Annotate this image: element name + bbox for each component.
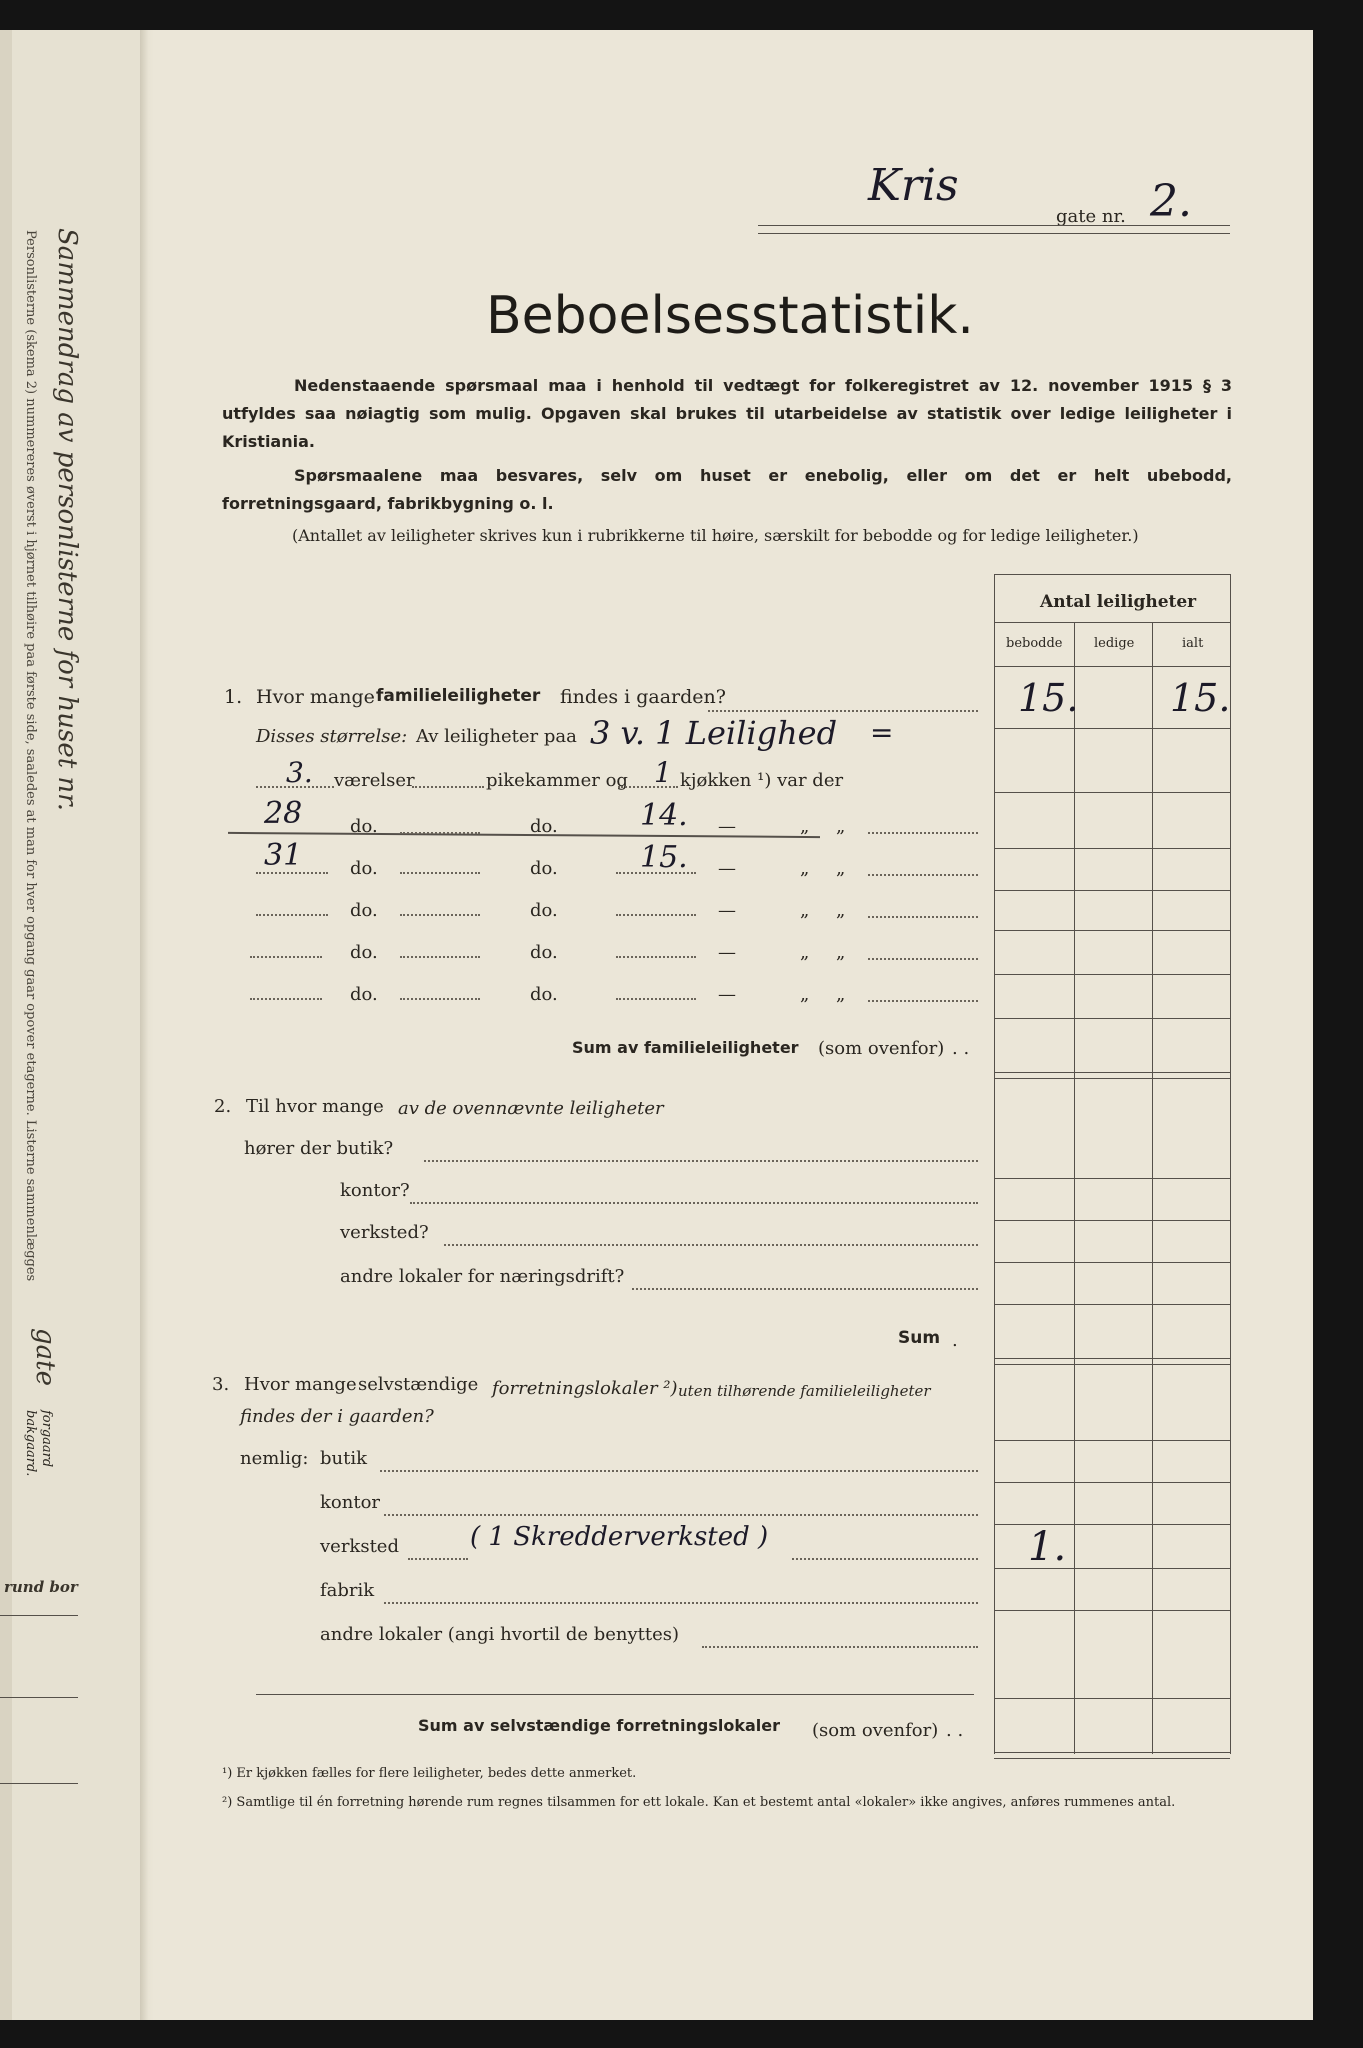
table-left-border: [994, 574, 995, 1754]
q1-row4-dash: —: [718, 942, 736, 963]
q1-row3-do-1: do.: [350, 900, 378, 921]
q1-row2-do-1: do.: [350, 858, 378, 879]
q1-row3-quote-1: „: [800, 900, 810, 921]
q3-verksted-value: 1.: [1028, 1524, 1067, 1570]
page-fold: [140, 30, 154, 2020]
row-line-q3-5: [994, 1610, 1230, 1611]
q1-vaerelser-label: værelser: [334, 770, 415, 791]
q1-row3-dots-b: [616, 914, 696, 916]
q3-andre-label: andre lokaler (angi hvortil de benyttes): [320, 1624, 680, 1645]
q1-sum-tail: (som ovenfor): [818, 1038, 945, 1059]
side-summary-title: Sammendrag av personlisterne for huset nr.: [52, 228, 82, 812]
q1-row1-count: 28: [264, 796, 303, 831]
q1-row1-quote-2: „: [836, 816, 846, 837]
gate-line: [758, 225, 1230, 226]
q1-row1-dots-2: [868, 832, 978, 834]
q2-text: Til hvor mange: [246, 1096, 384, 1117]
q1-row2-count: 31: [264, 838, 303, 873]
row-line-q2-3: [994, 1262, 1230, 1263]
intro-paragraph-1: Nedenstaaende spørsmaal maa i henhold til vedtægt for folkeregistret av 12. november 1915 § 3 utfyldes saa nøiagtig som mulig. Opgaven skal brukes til utarbeidelse av statistik over ledige leiligheter i Kristiania.: [222, 376, 1232, 451]
q1-kitchen-dots: [618, 786, 678, 788]
left-page-edge: [0, 30, 12, 2020]
q1-size-handwritten: 3 v. 1 Leilighed: [590, 714, 838, 752]
side-rule-2: [0, 1697, 78, 1698]
q1-text-b: familieleiligheter: [376, 686, 541, 706]
q1-row4-quote-1: „: [800, 942, 810, 963]
footnote-2: ²) Samtlige til én forretning hørende rum regnes tilsammen for ett lokale. Kan et bestemt antal «lokaler» ikke angives, anføres rummenes antal.: [222, 1795, 1176, 1810]
table-title: Antal leiligheter: [1040, 592, 1197, 612]
q1-row2-quote-1: „: [800, 858, 810, 879]
q3-verksted-dots-1: [408, 1558, 468, 1560]
q1-row4-dots-1: [400, 956, 480, 958]
q1-text-a: Hvor mange: [256, 686, 375, 708]
row-line-q3-2: [994, 1482, 1230, 1483]
row-line-q1: [994, 728, 1230, 729]
q1-row2-do-2: do.: [530, 858, 558, 879]
page-title: Beboelsesstatistik.: [486, 286, 974, 346]
q1-size-label: Disses størrelse:: [256, 726, 408, 747]
q3-fabrik-dots: [384, 1602, 978, 1604]
q3-number: 3.: [212, 1374, 230, 1395]
q3-sum-dots: . .: [946, 1720, 964, 1741]
q1-row5-quote-2: „: [836, 984, 846, 1005]
row-line-size-3: [994, 890, 1230, 891]
q1-sum-label: Sum av familieleiligheter: [572, 1038, 799, 1057]
q1-row2-dots-0: [256, 872, 328, 874]
q1-row2-quote-2: „: [836, 858, 846, 879]
q3-sum-label: Sum av selvstændige forretningslokaler: [418, 1716, 780, 1735]
q2-text-italic: av de ovennævnte leiligheter: [398, 1098, 664, 1119]
q3-butik-label: butik: [320, 1448, 368, 1469]
q2-kontor-label: kontor?: [340, 1180, 410, 1201]
col-bebodde: bebodde: [1006, 636, 1063, 651]
side-rule-1: [0, 1615, 78, 1616]
q2-andre-dots: [632, 1288, 978, 1290]
row-line-sum-q2-double: [994, 1364, 1230, 1365]
side-gate-label: gate: [30, 1328, 60, 1386]
q3-verksted-dots-2: [792, 1558, 978, 1560]
q1-row3-dots-2: [868, 916, 978, 918]
q1-number: 1.: [224, 686, 243, 708]
table-subheader-rule: [994, 622, 1230, 623]
q1-rooms-handwritten: 3.: [286, 756, 313, 789]
row-line-q2-4: [994, 1304, 1230, 1305]
row-line-q2-2: [994, 1220, 1230, 1221]
q3-sum-tail: (som ovenfor): [812, 1720, 939, 1741]
q1-row5-quote-1: „: [800, 984, 810, 1005]
intro-paragraph-2: Spørsmaalene maa besvares, selv om huset er enebolig, eller om det er helt ubebodd, forretningsgaard, fabrikbygning o. l.: [222, 466, 1232, 513]
q1-text-c: findes i gaarden?: [560, 686, 726, 708]
side-instruction-text: Personlisterne (skema 2) nummereres øverst i hjørnet tilhøire paa første side, saaledes at man for hver opgang gaar opover etagerne. Listerne sammenlægges: [23, 230, 38, 1282]
q2-sum-label: Sum: [898, 1328, 941, 1348]
table-top-rule: [994, 574, 1230, 575]
q1-row4-do-2: do.: [530, 942, 558, 963]
q1-row5-dots-2: [868, 1000, 978, 1002]
row-line-end: [994, 1752, 1230, 1753]
row-line-size-4: [994, 930, 1230, 931]
q1-rooms-dots: [256, 786, 334, 788]
q1-row4-dots-2: [868, 958, 978, 960]
q3-kontor-dots: [384, 1514, 978, 1516]
q3-fabrik-label: fabrik: [320, 1580, 375, 1601]
q1-row5-do-2: do.: [530, 984, 558, 1005]
row-line-size-5: [994, 974, 1230, 975]
q1-bebodde-value: 15.: [1018, 676, 1079, 720]
row-line-size-1: [994, 792, 1230, 793]
q1-row5-dash: —: [718, 984, 736, 1005]
gate-line-2: [758, 233, 1230, 234]
side-bakgaard-label: bakgaard.: [23, 1410, 38, 1477]
street-name-handwritten: Kris: [868, 160, 959, 211]
q1-row3-quote-2: „: [836, 900, 846, 921]
q1-sum-dots: . .: [952, 1038, 970, 1059]
q2-sum-dots: .: [952, 1330, 958, 1351]
table-header-bottom: [994, 666, 1230, 667]
q1-pike-dots: [412, 786, 484, 788]
row-line-sum-q3: [994, 1698, 1230, 1699]
q1-row1-dash: —: [718, 816, 736, 837]
gate-nr-label: gate nr.: [1056, 206, 1126, 227]
q1-row5-do-1: do.: [350, 984, 378, 1005]
q2-andre-label: andre lokaler for næringsdrift?: [340, 1266, 625, 1287]
q2-butik-label: hører der butik?: [244, 1138, 394, 1159]
q1-size-text: Av leiligheter paa: [416, 726, 577, 747]
q2-kontor-dots: [410, 1202, 978, 1204]
q1-row1-count-b: 14.: [640, 798, 688, 833]
q3-text-e: findes der i gaarden?: [240, 1406, 434, 1427]
q1-kitchen-handwritten: 1: [654, 756, 672, 789]
row-line-q3-1: [994, 1440, 1230, 1441]
row-line-sum-q1: [994, 1072, 1230, 1073]
row-line-size-6: [994, 1018, 1230, 1019]
q1-row2-dots-1: [400, 872, 480, 874]
q3-answer-line: [256, 1694, 974, 1695]
q3-andre-dots: [702, 1646, 978, 1648]
q3-text-b: selvstændige: [358, 1374, 479, 1395]
q2-verksted-label: verksted?: [340, 1222, 429, 1243]
col-ledige: ledige: [1094, 636, 1135, 651]
q1-row1-dots-1: [400, 832, 480, 834]
row-line-end-double: [994, 1758, 1230, 1759]
footnote-1: ¹) Er kjøkken fælles for flere leiligheter, bedes dette anmerket.: [222, 1766, 637, 1781]
q1-row2-dots-2: [868, 874, 978, 876]
side-forgaard-label: forgaard: [39, 1410, 54, 1468]
q1-ialt-value: 15.: [1170, 676, 1231, 720]
q1-row4-dots-b: [616, 956, 696, 958]
intro-paragraph-3: (Antallet av leiligheter skrives kun i rubrikkerne til høire, særskilt for bebodde og for ledige leiligheter.): [292, 526, 1139, 545]
q1-row4-quote-2: „: [836, 942, 846, 963]
q1-size-dash: =: [870, 716, 894, 749]
row-line-sum-q2: [994, 1358, 1230, 1359]
side-grund-label: rund bor: [4, 1578, 78, 1596]
row-line-sum-q1-double: [994, 1078, 1230, 1079]
q1-dots: [708, 710, 978, 712]
q1-row3-dash: —: [718, 900, 736, 921]
q1-row1-quote-1: „: [800, 816, 810, 837]
q3-text-d: uten tilhørende familieleiligheter: [678, 1382, 931, 1400]
q1-row3-do-2: do.: [530, 900, 558, 921]
q1-row2-count-b: 15.: [640, 840, 688, 875]
q1-row4-dots-0: [250, 956, 322, 958]
q1-row3-dots-0: [256, 914, 328, 916]
q1-row2-dash: —: [718, 858, 736, 879]
row-line-size-2: [994, 848, 1230, 849]
q2-number: 2.: [214, 1096, 232, 1117]
q1-kjokken-label: kjøkken ¹) var der: [680, 770, 844, 791]
q3-verksted-label: verksted: [320, 1536, 399, 1557]
q1-row1-do-2: do.: [530, 816, 558, 837]
table-right-border: [1230, 574, 1231, 1754]
q2-verksted-dots: [444, 1244, 978, 1246]
q3-butik-dots: [380, 1470, 978, 1472]
col-ialt: ialt: [1182, 636, 1204, 651]
q3-verksted-handwritten: ( 1 Skredderverksted ): [470, 1522, 769, 1552]
q1-row4-do-1: do.: [350, 942, 378, 963]
q3-nemlig-label: nemlig:: [240, 1448, 309, 1469]
q3-text-c: forretningslokaler ²): [492, 1378, 678, 1399]
q1-row5-dots-b: [616, 998, 696, 1000]
q1-row5-dots-0: [250, 998, 322, 1000]
q3-text-a: Hvor mange: [244, 1374, 357, 1395]
q1-row1-do-1: do.: [350, 816, 378, 837]
q3-kontor-label: kontor: [320, 1492, 381, 1513]
q1-row2-dots-b: [616, 872, 696, 874]
side-rule-3: [0, 1783, 78, 1784]
q1-row3-dots-1: [400, 914, 480, 916]
gate-number-handwritten: 2.: [1150, 176, 1192, 227]
q2-butik-dots: [424, 1160, 978, 1162]
row-line-q2-1: [994, 1178, 1230, 1179]
q1-pikekammer-label: pikekammer og: [486, 770, 628, 791]
q1-row5-dots-1: [400, 998, 480, 1000]
